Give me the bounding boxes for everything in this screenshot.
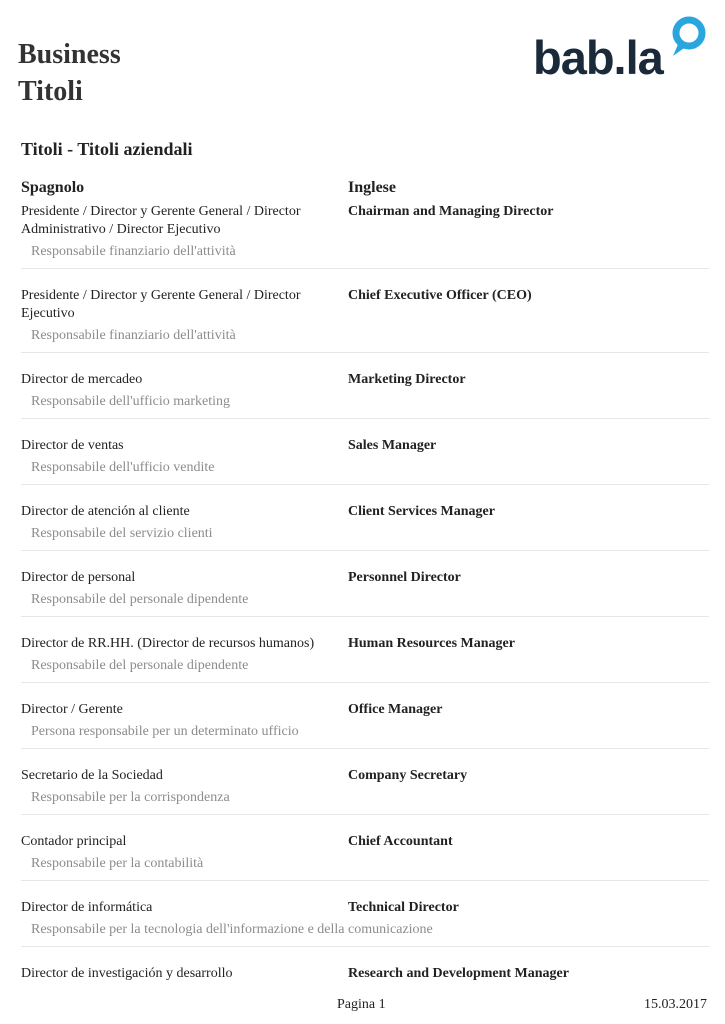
spanish-term: Presidente / Director y Gerente General / Director Administrativo / Director Ejecutivo bbox=[21, 204, 301, 237]
english-term: Sales Manager bbox=[348, 438, 437, 453]
phrase-entry bbox=[21, 569, 709, 617]
spanish-term: Director de investigación y desarrollo bbox=[21, 966, 233, 981]
column-header-spanish: Spagnolo bbox=[21, 179, 85, 196]
phrase-entry bbox=[21, 287, 709, 353]
usage-note: Responsabile finanziario dell'attività bbox=[31, 328, 236, 343]
english-term: Company Secretary bbox=[348, 768, 468, 783]
usage-note: Responsabile finanziario dell'attività bbox=[31, 244, 236, 259]
spanish-term: Director de mercadeo bbox=[21, 372, 143, 387]
title-line-2: Titoli bbox=[18, 76, 83, 107]
usage-note: Responsabile per la corrispondenza bbox=[31, 790, 230, 805]
usage-note: Responsabile per la tecnologia dell'informazione e della comunicazione bbox=[31, 922, 433, 937]
section-title: Titoli - Titoli aziendali bbox=[21, 139, 193, 159]
english-term: Client Services Manager bbox=[348, 504, 495, 519]
phrase-entry bbox=[21, 701, 709, 749]
english-term: Office Manager bbox=[348, 702, 443, 717]
phrase-entry bbox=[21, 635, 709, 683]
logo-wordmark: bab.la bbox=[533, 31, 663, 80]
english-term: Chief Executive Officer (CEO) bbox=[348, 288, 532, 303]
spanish-term: Presidente / Director y Gerente General / Director Ejecutivo bbox=[21, 288, 301, 321]
english-term: Personnel Director bbox=[348, 570, 461, 585]
phrase-entry bbox=[21, 203, 709, 269]
phrase-entry bbox=[21, 503, 709, 551]
english-term: Chief Accountant bbox=[348, 834, 453, 849]
spanish-term: Contador principal bbox=[21, 834, 127, 849]
usage-note: Responsabile del personale dipendente bbox=[31, 658, 249, 673]
document-date: 15.03.2017 bbox=[644, 997, 707, 1012]
phrase-list bbox=[21, 203, 709, 1008]
phrase-entry bbox=[21, 833, 709, 881]
english-term: Research and Development Manager bbox=[348, 966, 569, 981]
usage-note: Responsabile del personale dipendente bbox=[31, 592, 249, 607]
usage-note: Responsabile dell'ufficio vendite bbox=[31, 460, 215, 475]
speech-bubble-icon bbox=[673, 20, 702, 56]
phrase-entry bbox=[21, 437, 709, 485]
babla-logo bbox=[533, 16, 709, 80]
spanish-term: Director de ventas bbox=[21, 438, 124, 453]
spanish-term: Director de personal bbox=[21, 570, 136, 585]
phrase-entry bbox=[21, 371, 709, 419]
usage-note: Responsabile del servizio clienti bbox=[31, 526, 213, 541]
english-term: Technical Director bbox=[348, 900, 459, 915]
column-header-english: Inglese bbox=[348, 179, 396, 196]
page-number: Pagina 1 bbox=[337, 997, 386, 1012]
usage-note: Persona responsabile per un determinato ufficio bbox=[31, 724, 299, 739]
spanish-term: Director de RR.HH. (Director de recursos humanos) bbox=[21, 636, 315, 651]
column-headers bbox=[21, 179, 709, 201]
english-term: Chairman and Managing Director bbox=[348, 204, 554, 219]
phrase-entry bbox=[21, 899, 709, 947]
phrase-entry bbox=[21, 767, 709, 815]
document-title bbox=[18, 36, 121, 110]
phrase-entry bbox=[21, 965, 709, 990]
spanish-term: Director de atención al cliente bbox=[21, 504, 190, 519]
spanish-term: Director / Gerente bbox=[21, 702, 123, 717]
usage-note: Responsabile dell'ufficio marketing bbox=[31, 394, 230, 409]
spanish-term: Secretario de la Sociedad bbox=[21, 768, 163, 783]
english-term: Human Resources Manager bbox=[348, 636, 515, 651]
title-line-1: Business bbox=[18, 39, 121, 70]
usage-note: Responsabile per la contabilità bbox=[31, 856, 204, 871]
english-term: Marketing Director bbox=[348, 372, 466, 387]
spanish-term: Director de informática bbox=[21, 900, 153, 915]
